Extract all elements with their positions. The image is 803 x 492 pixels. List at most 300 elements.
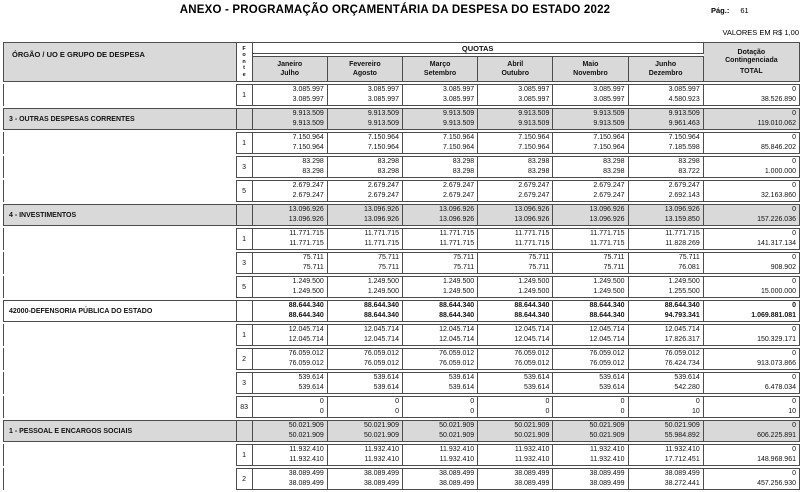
quota-line2: 539.614	[524, 384, 550, 391]
quota-line1: 9.913.509	[443, 110, 475, 117]
fonte-cell: 1	[237, 84, 253, 106]
quota-line1: 76.059.012	[589, 350, 625, 357]
quota-line1: 539.614	[674, 374, 700, 381]
quota-line1: 50.021.909	[514, 422, 550, 429]
quota-line1: 50.021.909	[589, 422, 625, 429]
quota-cell	[403, 396, 478, 418]
quota-line2: 539.614	[599, 384, 625, 391]
quota-cell	[629, 300, 704, 322]
quota-cell	[629, 372, 704, 394]
row-label	[3, 84, 237, 106]
quota-cell	[253, 396, 328, 418]
quota-line1: 50.021.909	[363, 422, 399, 429]
quota-cell	[253, 252, 328, 274]
quota-line2: 83.298	[452, 168, 475, 175]
fonte-cell	[237, 300, 253, 322]
quota-line2: 38.089.499	[439, 480, 475, 487]
quota-cell	[478, 204, 553, 226]
quota-cell	[403, 228, 478, 250]
month-header-line: Dezembro	[648, 70, 683, 77]
quota-line2: 908.902	[770, 264, 796, 271]
fonte-cell: 1	[237, 324, 253, 346]
quota-cell	[629, 156, 704, 178]
quota-line1: 50.021.909	[664, 422, 700, 429]
quota-line2: 50.021.909	[288, 432, 324, 439]
quota-line1: 9.913.509	[292, 110, 324, 117]
row-label	[3, 444, 237, 466]
quota-cell	[328, 84, 403, 106]
quota-line2: 11.932.410	[289, 456, 324, 463]
quota-cell	[478, 156, 553, 178]
fonte-cell: 3	[237, 372, 253, 394]
quota-line2: 539.614	[373, 384, 399, 391]
quota-line1: 9.913.509	[518, 110, 550, 117]
quota-line2: 83.298	[302, 168, 324, 175]
quota-cell	[328, 204, 403, 226]
quota-cell	[478, 132, 553, 154]
quota-line2: 7.185.598	[668, 144, 700, 151]
quota-line1: 13.096.926	[589, 206, 625, 213]
quota-cell	[629, 132, 704, 154]
quota-line2: 3.085.997	[292, 96, 324, 103]
quota-cell	[403, 180, 478, 202]
quota-line1: 2.679.247	[518, 182, 550, 189]
total-cell	[704, 324, 800, 346]
quota-line2: 12.045.714	[514, 336, 550, 343]
row-label	[3, 228, 237, 250]
quota-line2: 76.059.012	[589, 360, 625, 367]
total-cell	[704, 396, 800, 418]
quota-line1: 1.249.500	[292, 278, 324, 285]
quota-cell	[629, 228, 704, 250]
quota-line1: 0	[792, 278, 796, 285]
quota-cell	[478, 324, 553, 346]
quota-line1: 539.614	[448, 374, 475, 381]
quota-line2: 75.711	[378, 264, 399, 271]
quota-line1: 13.096.926	[439, 206, 475, 213]
total-cell	[704, 348, 800, 370]
quota-line1: 9.913.509	[593, 110, 625, 117]
quota-line2: 13.159.850	[664, 216, 700, 223]
quota-line1: 75.711	[603, 254, 625, 261]
quota-cell	[629, 180, 704, 202]
quota-line2: 38.089.499	[363, 480, 399, 487]
quota-line2: 88.644.340	[514, 312, 550, 319]
month-column-header	[328, 56, 403, 82]
quota-line2: 0	[470, 408, 475, 415]
quota-line1: 11.932.410	[514, 446, 550, 453]
quota-line2: 1.000.000	[764, 168, 796, 175]
quota-line2: 88.644.340	[288, 312, 324, 319]
quota-line2: 11.828.269	[665, 240, 700, 247]
fonte-cell: 3	[237, 252, 253, 274]
quota-line2: 55.984.892	[664, 432, 700, 439]
quota-line1: 539.614	[373, 374, 399, 381]
quota-line1: 2.679.247	[593, 182, 625, 189]
quota-cell	[328, 348, 403, 370]
table-body	[3, 84, 800, 490]
quota-line2: 3.085.997	[593, 96, 625, 103]
quota-line1: 0	[792, 470, 796, 477]
month-header-line: Outubro	[501, 70, 530, 77]
month-header-line: Agosto	[352, 70, 377, 77]
total-cell	[704, 108, 800, 130]
quota-cell	[553, 396, 628, 418]
quota-line1: 0	[395, 398, 399, 405]
quota-line1: 38.089.499	[514, 470, 550, 477]
quota-cell	[553, 324, 628, 346]
month-header-line: Julho	[280, 70, 300, 77]
quota-line1: 38.089.499	[288, 470, 324, 477]
quota-cell	[478, 108, 553, 130]
quota-line1: 50.021.909	[439, 422, 475, 429]
quota-line1: 50.021.909	[288, 422, 324, 429]
row-label: 3 - OUTRAS DESPESAS CORRENTES	[3, 108, 237, 130]
quota-line2: 76.059.012	[363, 360, 399, 367]
quota-cell	[478, 444, 553, 466]
quota-line1: 0	[792, 326, 796, 333]
table-row	[3, 444, 800, 466]
quota-line2: 75.711	[453, 264, 475, 271]
fonte-cell	[237, 204, 253, 226]
page-number: 61	[740, 6, 749, 15]
quota-line2: 11.932.410	[439, 456, 475, 463]
row-label	[3, 276, 237, 298]
quota-cell	[478, 228, 553, 250]
table-row	[3, 276, 800, 298]
quota-cell	[629, 276, 704, 298]
quota-cell	[478, 396, 553, 418]
month-header-line: Novembro	[573, 70, 608, 77]
quota-line2: 11.771.715	[590, 240, 625, 247]
quota-line2: 3.085.997	[367, 96, 399, 103]
quota-line2: 9.913.509	[518, 120, 550, 127]
month-header-line: Abril	[507, 61, 524, 68]
quota-cell	[553, 180, 628, 202]
quota-line1: 3.085.997	[443, 86, 475, 93]
table-row	[3, 84, 800, 106]
quota-line1: 2.679.247	[443, 182, 475, 189]
table-row	[3, 108, 800, 130]
quota-line2: 38.089.499	[589, 480, 625, 487]
quota-line2: 1.249.500	[593, 288, 625, 295]
quota-line1: 9.913.509	[668, 110, 700, 117]
quota-cell	[553, 276, 628, 298]
quota-line1: 11.771.715	[439, 230, 475, 237]
quota-line1: 9.913.509	[367, 110, 399, 117]
quota-line1: 88.644.340	[589, 302, 625, 309]
quota-line1: 11.771.715	[289, 230, 324, 237]
quota-cell	[629, 444, 704, 466]
fonte-cell: 3	[237, 156, 253, 178]
quota-line2: 2.679.247	[292, 192, 324, 199]
quota-line1: 3.085.997	[668, 86, 700, 93]
quota-line1: 12.045.714	[589, 326, 625, 333]
quota-line1: 539.614	[524, 374, 550, 381]
quota-cell	[253, 468, 328, 490]
row-label	[3, 180, 237, 202]
table-row	[3, 372, 800, 394]
quota-cell	[629, 396, 704, 418]
total-cell	[704, 444, 800, 466]
quota-line2: 9.961.463	[668, 120, 700, 127]
quota-line2: 38.272.441	[664, 480, 700, 487]
quota-line2: 12.045.714	[439, 336, 475, 343]
quota-cell	[403, 108, 478, 130]
quota-line2: 4.580.923	[668, 96, 700, 103]
quota-cell	[328, 108, 403, 130]
quota-cell	[253, 204, 328, 226]
quota-cell	[253, 84, 328, 106]
quota-line1: 75.711	[302, 254, 324, 261]
quota-line2: 2.692.143	[668, 192, 700, 199]
quota-line2: 83.298	[527, 168, 550, 175]
quota-line2: 38.089.499	[288, 480, 324, 487]
quota-cell	[403, 204, 478, 226]
quota-line2: 1.255.500	[668, 288, 700, 295]
quota-line2: 83.298	[603, 168, 625, 175]
quota-cell	[629, 348, 704, 370]
table-row	[3, 228, 800, 250]
month-header-line: Março	[429, 61, 451, 68]
quota-line1: 88.644.340	[514, 302, 550, 309]
table-row	[3, 156, 800, 178]
quota-line1: 0	[792, 446, 796, 453]
quota-line1: 539.614	[599, 374, 625, 381]
row-label	[3, 348, 237, 370]
quota-line1: 0	[792, 110, 796, 117]
fonte-cell	[237, 108, 253, 130]
quota-line2: 12.045.714	[589, 336, 625, 343]
quota-line2: 11.932.410	[364, 456, 399, 463]
table-row	[3, 348, 800, 370]
quota-line2: 1.249.500	[443, 288, 475, 295]
quota-cell	[328, 420, 403, 442]
quota-line2: 9.913.509	[593, 120, 625, 127]
quota-line1: 0	[792, 86, 796, 93]
quota-line1: 0	[620, 398, 625, 405]
quota-line1: 3.085.997	[367, 86, 399, 93]
total-cell	[704, 132, 800, 154]
quota-line1: 0	[792, 302, 796, 309]
quota-line2: 76.059.012	[288, 360, 324, 367]
fonte-header-letter: t	[243, 65, 246, 72]
quota-line1: 88.644.340	[439, 302, 475, 309]
quota-cell	[478, 468, 553, 490]
quota-line2: 9.913.509	[367, 120, 399, 127]
quota-line2: 457.256.930	[757, 480, 796, 487]
row-label: 4 - INVESTIMENTOS	[3, 204, 237, 226]
quota-cell	[403, 132, 478, 154]
quota-line1: 88.644.340	[664, 302, 700, 309]
quota-line2: 83.298	[377, 168, 399, 175]
quota-line1: 7.150.964	[367, 134, 399, 141]
quota-line2: 539.614	[448, 384, 475, 391]
quota-line2: 9.913.509	[292, 120, 324, 127]
quota-line2: 15.000.000	[760, 288, 796, 295]
quota-cell	[328, 180, 403, 202]
quota-line2: 2.679.247	[518, 192, 550, 199]
quota-line1: 2.679.247	[367, 182, 399, 189]
fonte-cell: 1	[237, 444, 253, 466]
quota-cell	[553, 84, 628, 106]
quota-line1: 0	[792, 374, 796, 381]
quota-line2: 10	[788, 408, 796, 415]
quota-line1: 0	[695, 398, 700, 405]
quota-line2: 75.711	[302, 264, 324, 271]
quota-cell	[553, 372, 628, 394]
total-cell	[704, 252, 800, 274]
quota-cell	[328, 252, 403, 274]
total-header-line: Dotação	[737, 48, 766, 56]
quota-line1: 76.059.012	[514, 350, 550, 357]
row-label	[3, 252, 237, 274]
quota-line1: 13.096.926	[288, 206, 324, 213]
quota-cell	[253, 324, 328, 346]
quota-line2: 32.163.860	[760, 192, 796, 199]
quota-line2: 76.059.012	[439, 360, 475, 367]
table-row	[3, 300, 800, 322]
quota-cell	[629, 252, 704, 274]
quota-cell	[478, 276, 553, 298]
quota-line1: 76.059.012	[363, 350, 399, 357]
quota-line1: 7.150.964	[443, 134, 475, 141]
page-title: ANEXO - PROGRAMAÇÃO ORÇAMENTÁRIA DA DESPESA DO ESTADO 2022	[179, 4, 611, 16]
quota-line1: 1.249.500	[593, 278, 625, 285]
table-row	[3, 396, 800, 418]
quota-line2: 913.073.866	[757, 360, 796, 367]
quota-line1: 75.711	[453, 254, 475, 261]
quota-line2: 11.771.715	[514, 240, 550, 247]
quotas-header: QUOTAS	[253, 42, 704, 54]
total-cell	[704, 468, 800, 490]
month-header-line: Setembro	[423, 70, 457, 77]
quota-line2: 13.096.926	[514, 216, 550, 223]
quota-line2: 17.826.317	[664, 336, 700, 343]
quota-cell	[403, 420, 478, 442]
quota-line1: 83.298	[678, 158, 700, 165]
quota-cell	[403, 156, 478, 178]
quota-line1: 0	[319, 398, 324, 405]
quota-cell	[253, 156, 328, 178]
fonte-cell	[237, 420, 253, 442]
quota-line2: 157.226.036	[757, 216, 796, 223]
quota-cell	[328, 396, 403, 418]
quota-cell	[403, 276, 478, 298]
quota-line1: 11.932.410	[439, 446, 475, 453]
quota-cell	[253, 444, 328, 466]
quota-cell	[403, 84, 478, 106]
fonte-cell: 83	[237, 396, 253, 418]
quota-line1: 1.249.500	[443, 278, 475, 285]
quota-line2: 1.249.500	[292, 288, 324, 295]
quota-line2: 148.968.961	[757, 456, 796, 463]
quota-cell	[403, 372, 478, 394]
quota-cell	[629, 420, 704, 442]
quota-line2: 542.280	[674, 384, 700, 391]
quota-line1: 83.298	[452, 158, 475, 165]
quota-line1: 0	[792, 134, 796, 141]
quota-line2: 50.021.909	[439, 432, 475, 439]
total-cell	[704, 204, 800, 226]
quota-line2: 6.478.034	[764, 384, 796, 391]
quota-cell	[553, 300, 628, 322]
quota-line2: 83.722	[678, 168, 700, 175]
fonte-cell: 2	[237, 468, 253, 490]
quota-line1: 76.059.012	[439, 350, 475, 357]
quota-line2: 88.644.340	[589, 312, 625, 319]
quota-line1: 38.089.499	[439, 470, 475, 477]
quota-line1: 13.096.926	[514, 206, 550, 213]
month-header-line: Maio	[582, 61, 599, 68]
month-header-line: Janeiro	[277, 61, 303, 68]
quota-line2: 38.526.890	[760, 96, 796, 103]
quota-line1: 11.932.410	[590, 446, 625, 453]
quota-line2: 12.045.714	[363, 336, 399, 343]
quota-line1: 12.045.714	[288, 326, 324, 333]
quota-line2: 119.010.062	[757, 120, 796, 127]
quota-cell	[253, 180, 328, 202]
quota-line1: 0	[792, 206, 796, 213]
row-label: 1 - PESSOAL E ENCARGOS SOCIAIS	[3, 420, 237, 442]
currency-note: VALORES EM R$ 1,00	[722, 28, 799, 37]
quota-cell	[253, 348, 328, 370]
table-header	[3, 42, 800, 82]
quota-line2: 12.045.714	[288, 336, 324, 343]
quota-line2: 11.771.715	[439, 240, 475, 247]
quota-cell	[629, 204, 704, 226]
quota-line2: 1.249.500	[367, 288, 399, 295]
quota-line2: 3.085.997	[518, 96, 550, 103]
quota-line2: 85.846.202	[760, 144, 796, 151]
total-cell	[704, 180, 800, 202]
quota-line1: 88.644.340	[288, 302, 324, 309]
quota-cell	[403, 324, 478, 346]
quota-line1: 0	[792, 422, 796, 429]
quota-cell	[553, 204, 628, 226]
quota-cell	[253, 132, 328, 154]
quota-line2: 13.096.926	[363, 216, 399, 223]
quota-line2: 7.150.964	[518, 144, 550, 151]
quota-line2: 0	[620, 408, 625, 415]
quota-line1: 0	[792, 254, 796, 261]
quota-cell	[253, 108, 328, 130]
total-cell	[704, 156, 800, 178]
quota-cell	[328, 300, 403, 322]
quota-line2: 539.614	[298, 384, 324, 391]
quota-cell	[478, 84, 553, 106]
quota-line1: 38.089.499	[589, 470, 625, 477]
fonte-header-letter: o	[242, 52, 246, 59]
quota-cell	[253, 228, 328, 250]
quota-line1: 11.771.715	[514, 230, 550, 237]
quota-cell	[629, 468, 704, 490]
quota-cell	[553, 444, 628, 466]
quota-cell	[553, 108, 628, 130]
quota-line1: 75.711	[678, 254, 700, 261]
page-label: Pág.:	[711, 6, 730, 15]
quota-line1: 12.045.714	[514, 326, 550, 333]
quota-line2: 141.317.134	[757, 240, 796, 247]
quota-line2: 150.329.171	[757, 336, 796, 343]
page-indicator	[711, 6, 749, 15]
table-row	[3, 420, 800, 442]
quota-cell	[328, 132, 403, 154]
quota-line2: 88.644.340	[363, 312, 399, 319]
total-cell	[704, 84, 800, 106]
total-column-header	[704, 42, 800, 82]
total-cell	[704, 420, 800, 442]
